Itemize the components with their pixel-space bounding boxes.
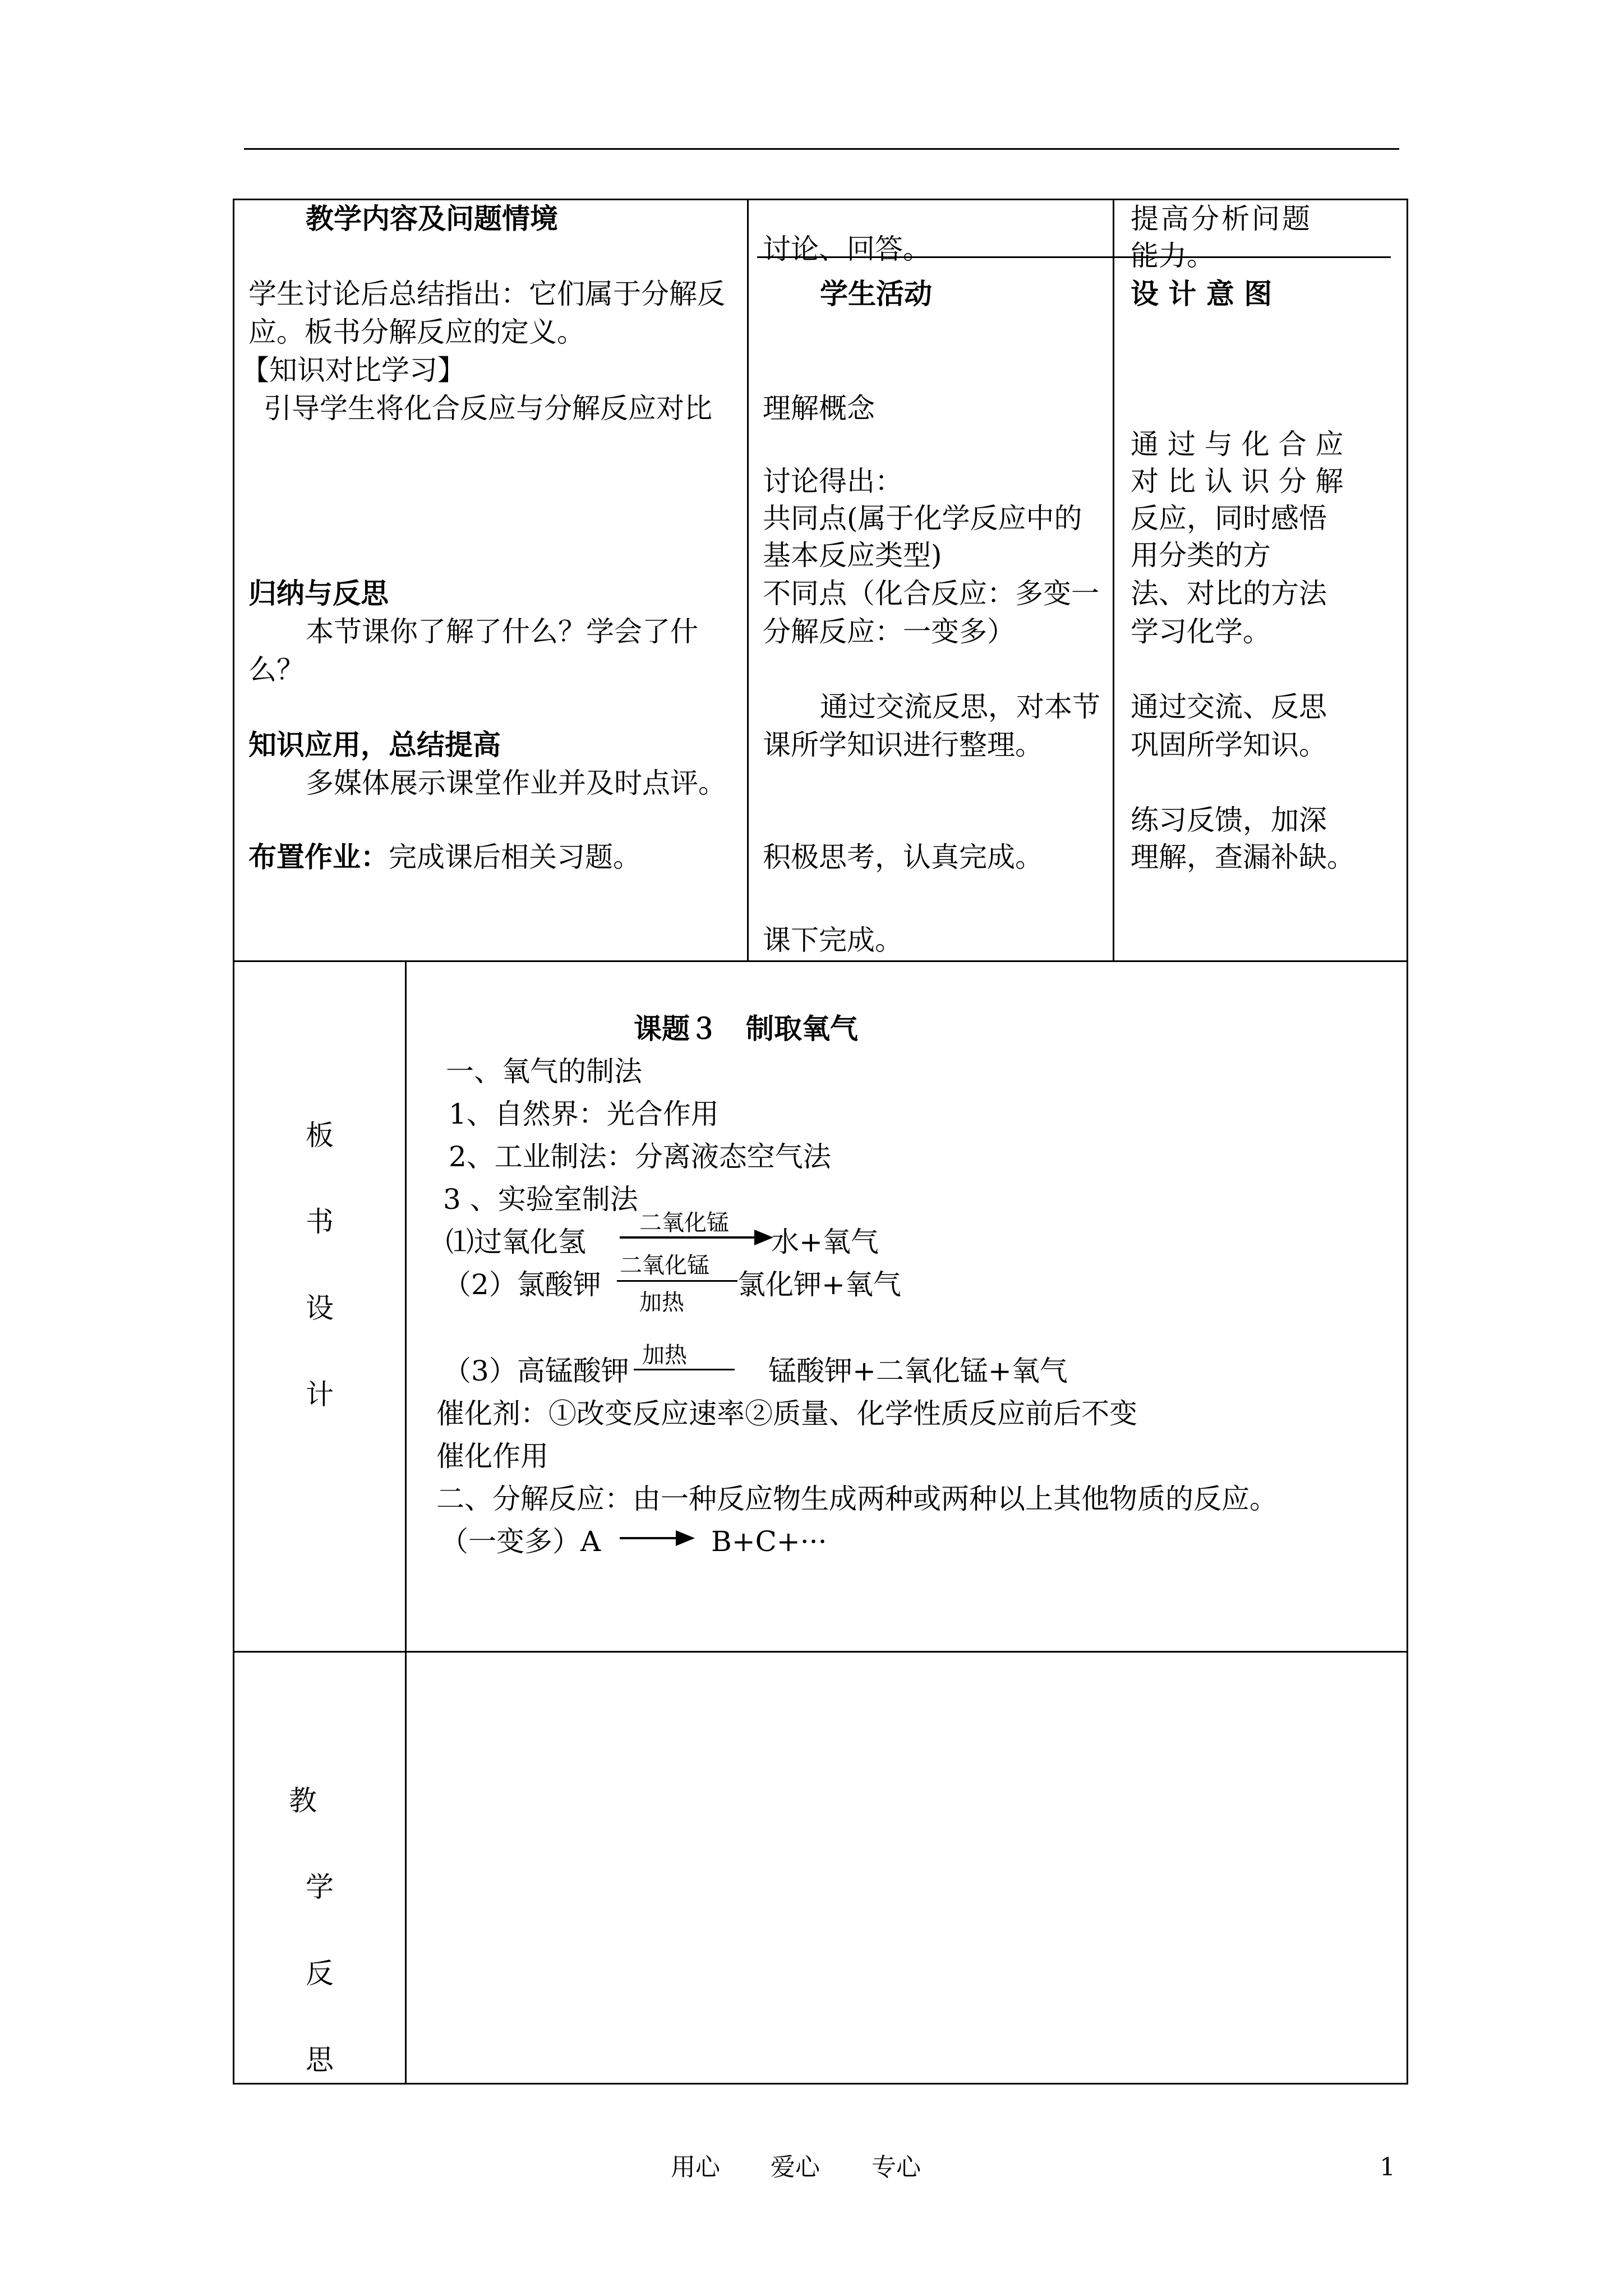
col2-header: 学生活动 [820, 277, 932, 310]
r2-bar [617, 1280, 737, 1282]
homework-text: 完成课后相关习题。 [389, 841, 641, 873]
col3-i1-l4: 用分类的方 [1131, 539, 1271, 572]
col1-header: 教学内容及问题情境 [306, 202, 558, 235]
r3-bar [634, 1369, 735, 1370]
col3-i2-l2: 巩固所学知识。 [1131, 729, 1327, 761]
table2-left-border [233, 960, 234, 2085]
r2-condition: 加热 [639, 1290, 684, 1315]
knowledge-title: 【知识对比学习】 [241, 354, 465, 386]
board-s1-1: 1、自然界：光合作用 [449, 1098, 719, 1130]
col3-i1-l3: 反应，同时感悟 [1131, 502, 1327, 535]
table2-right-border [1407, 960, 1408, 2085]
col2-think: 积极思考，认真完成。 [763, 841, 1043, 873]
apply-text: 多媒体展示课堂作业并及时点评。 [306, 767, 726, 799]
reflection-label-3: 反 [306, 1957, 334, 1990]
col3-i1-l5: 法、对比的方法 [1131, 577, 1327, 610]
col3-i2-l1: 通过交流、反思 [1131, 691, 1327, 723]
col3-header: 设 计 意 图 [1131, 277, 1272, 310]
table1-divider-2 [1113, 199, 1114, 962]
page-number: 1 [1380, 2153, 1395, 2182]
catalyst-line: 催化剂：①改变反应速率②质量、化学性质反应前后不变 [436, 1397, 1137, 1430]
table2-bottom-border [233, 2083, 1408, 2085]
homework-title: 布置作业： [248, 840, 389, 873]
col3-i1-l2: 对 比 认 识 分 解 [1131, 465, 1344, 498]
col2-understand: 理解概念 [763, 392, 875, 425]
carry-over-col2: 讨论、回答。 [763, 233, 931, 265]
col3-i1-l1: 通 过 与 化 合 应 [1131, 428, 1344, 461]
board-s1-2: 2、工业制法：分离液态空气法 [449, 1140, 831, 1173]
col3-i1-l6: 学习化学。 [1131, 615, 1271, 648]
board-label-2: 书 [306, 1205, 334, 1238]
table2-middle-border [233, 1651, 1408, 1653]
reflection-label-1: 教 [289, 1784, 317, 1817]
r1-reactant: ⑴过氧化氢 [446, 1226, 586, 1258]
table2-label-divider [405, 960, 407, 2085]
col2-diff-line1: 不同点（化合反应：多变一 [763, 577, 1099, 610]
board-title: 课题３ 制取氧气 [634, 1012, 858, 1045]
footer-motto-1: 用心 [671, 2153, 720, 2182]
carry-over-col3-line2: 能力。 [1131, 240, 1215, 272]
r1-arrow [620, 1236, 771, 1239]
r2-product: 氯化钾+氧气 [737, 1268, 901, 1301]
col1-p1-line2: 应。板书分解反应的定义。 [248, 316, 585, 348]
board-label-3: 设 [306, 1292, 334, 1324]
board-s2: 二、分解反应：由一种反应物生成两种或两种以上其他物质的反应。 [436, 1483, 1278, 1515]
board-label-4: 计 [306, 1378, 334, 1411]
footer-motto-3: 专心 [872, 2153, 921, 2182]
board-label-1: 板 [306, 1119, 334, 1152]
catalysis-line: 催化作用 [436, 1440, 548, 1473]
col3-i3-l2: 理解，查漏补缺。 [1131, 841, 1355, 873]
table1-divider-1 [747, 199, 749, 962]
table1-right-border [1407, 199, 1408, 962]
knowledge-text: 引导学生将化合反应与分解反应对比 [264, 392, 712, 425]
summary-title: 归纳与反思 [248, 577, 389, 610]
summary-line1: 本节课你了解了什么？学会了什 [306, 615, 698, 648]
col2-common-line2: 基本反应类型) [763, 539, 942, 572]
apply-title: 知识应用，总结提高 [248, 728, 501, 761]
s2-formula-left: （一变多）A [440, 1525, 601, 1558]
page-header-rule [244, 148, 1399, 150]
footer-motto-2: 爱心 [771, 2153, 820, 2182]
s2-formula-right: B+C+··· [711, 1525, 827, 1558]
r3-condition: 加热 [642, 1342, 687, 1368]
r2-reactant: （2）氯酸钾 [443, 1268, 601, 1301]
col3-i3-l1: 练习反馈，加深 [1131, 804, 1327, 836]
r3-product: 锰酸钾+二氧化锰+氧气 [768, 1355, 1068, 1387]
col2-common-line1: 共同点(属于化学反应中的 [763, 502, 1082, 535]
r1-catalyst: 二氧化锰 [639, 1210, 729, 1236]
col2-reflect-line1: 通过交流反思，对本节 [820, 691, 1100, 723]
s2-arrow [620, 1537, 693, 1539]
table1-bottom-border [233, 960, 1408, 962]
col1-p1-line1: 学生讨论后总结指出：它们属于分解反 [248, 278, 725, 310]
board-s1: 一、氧气的制法 [446, 1055, 642, 1088]
board-s1-3: 3 、实验室制法 [443, 1183, 638, 1216]
col2-discuss: 讨论得出： [763, 465, 903, 498]
col2-reflect-line2: 课所学知识进行整理。 [763, 729, 1043, 761]
carry-over-col3-line1: 提高分析问题 [1131, 203, 1312, 235]
summary-line2: 么？ [248, 654, 305, 686]
reflection-label-4: 思 [306, 2044, 334, 2076]
r1-product: 水+氧气 [771, 1226, 879, 1258]
col2-diff-line2: 分解反应：一变多） [763, 615, 1015, 648]
col2-after-class: 课下完成。 [763, 924, 903, 956]
homework-line [248, 838, 641, 876]
r2-catalyst: 二氧化锰 [620, 1253, 709, 1278]
reflection-label-2: 学 [306, 1871, 334, 1903]
table1-left-border [233, 199, 234, 962]
r3-reactant: （3）高锰酸钾 [443, 1355, 629, 1387]
